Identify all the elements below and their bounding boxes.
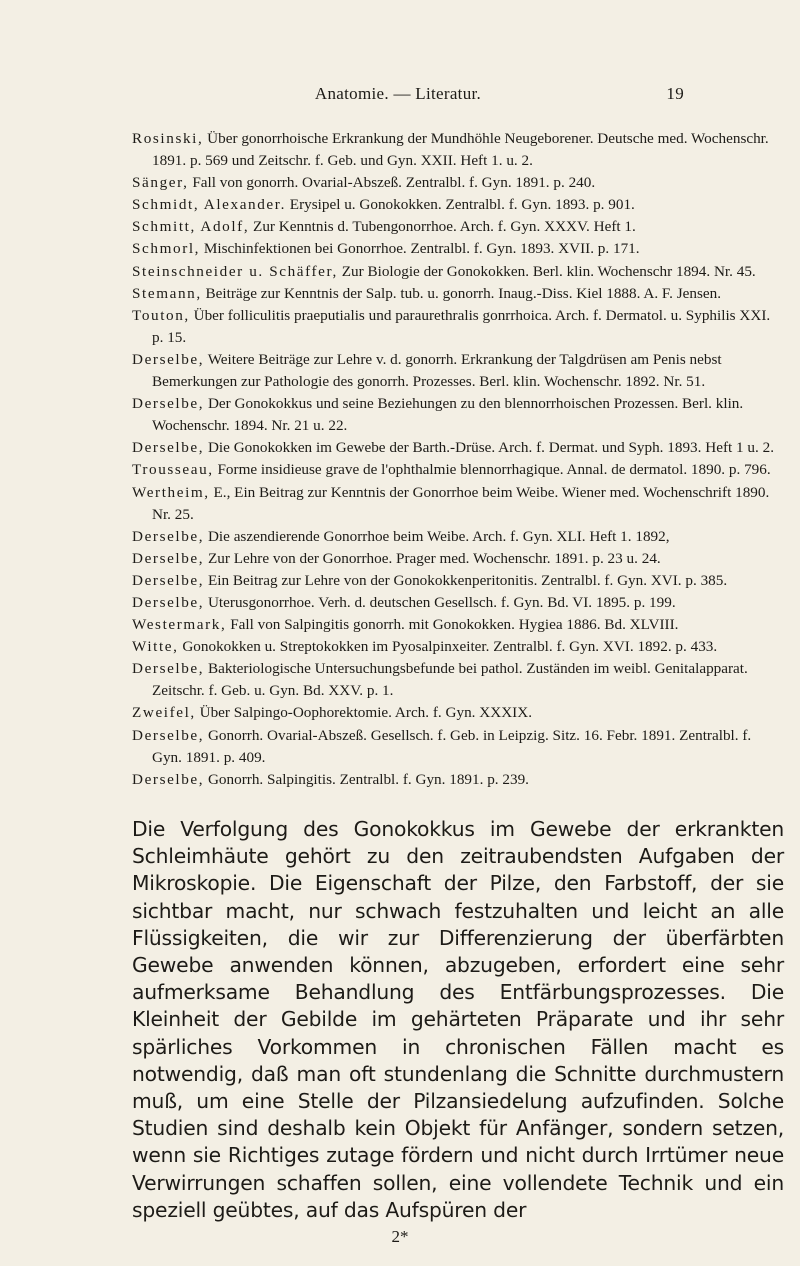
reference-entry (132, 769, 782, 791)
reference-author: Schmitt, Adolf, (132, 218, 250, 236)
reference-author: Stemann, (132, 284, 202, 302)
reference-author: Witte, (132, 638, 179, 656)
reference-text: Fall von gonorrh. Ovarial-Abszeß. Zentralbl. f. Gyn. 1891. p. 240. (188, 174, 596, 192)
signature-mark: 2* (391, 1227, 409, 1246)
reference-author: Derselbe, (132, 571, 205, 589)
reference-text: Die Gonokokken im Gewebe der Barth.-Drüse. Arch. f. Dermat. und Syph. 1893. Heft 1 u. 2. (204, 439, 774, 457)
reference-entry (132, 658, 782, 702)
reference-entry (132, 592, 782, 614)
reference-text: Uterusgonorrhoe. Verh. d. deutschen Gesellsch. f. Gyn. Bd. VI. 1895. p. 199. (204, 593, 676, 611)
reference-entry (132, 725, 782, 769)
reference-entry (132, 349, 782, 393)
reference-text: Über folliculitis praeputialis und paraurethralis gonrrhoica. Arch. f. Dermatol. u. Syphilis XXI. p. 15. (152, 306, 771, 346)
reference-text: Zur Kenntnis d. Tubengonorrhoe. Arch. f. Gyn. XXXV. Heft 1. (249, 218, 636, 236)
body-text (132, 816, 784, 1224)
reference-list (132, 128, 782, 791)
reference-text: Gonorrh. Salpingitis. Zentralbl. f. Gyn. 1891. p. 239. (204, 770, 529, 788)
reference-entry (132, 459, 782, 481)
reference-author: Derselbe, (132, 593, 205, 611)
body-paragraph: Die Verfolgung des Gonokokkus im Gewebe der erkrankten Schleimhäute gehört zu den zeitraubendsten Aufgaben der Mikroskopie. Die Eigenschaft der Pilze, den Farbstoff, der sie sichtbar macht, nur schwach festzuhalten und leicht an alle Flüssigkeiten, die wir zur Differenzierung der überfärbten Gewebe anwenden können, abzugeben, erfordert eine sehr aufmerksame Behandlung des Entfärbungsprozesses. Die Kleinheit der Gebilde im gehärteten Präparate und ihr sehr spärliches Vorkommen in chronischen Fällen macht es notwendig, daß man oft stundenlang die Schnitte durchmustern muß, um eine Stelle der Pilzansiedelung aufzufinden. Solche Studien sind deshalb kein Objekt für Anfänger, sondern setzen, wenn sie Richtiges zutage fördern und nicht durch Irrtümer neue Verwirrungen schaffen sollen, eine vollendete Technik und ein speziell geübtes, auf das Aufspüren der (132, 817, 784, 1222)
reference-author: Touton, (132, 306, 190, 324)
reference-entry (132, 128, 782, 172)
reference-text: Bakteriologische Untersuchungsbefunde bei pathol. Zuständen im weibl. Genitalapparat. Zeitschr. f. Geb. u. Gyn. Bd. XXV. p. 1. (152, 660, 748, 700)
reference-entry (132, 437, 782, 459)
reference-text: E., Ein Beitrag zur Kenntnis der Gonorrhoe beim Weibe. Wiener med. Wochenschrift 1890. Nr. 25. (152, 483, 770, 523)
reference-text: Zur Lehre von der Gonorrhoe. Prager med. Wochenschr. 1891. p. 23 u. 24. (204, 549, 661, 567)
reference-text: Forme insidieuse grave de l'ophthalmie blennorrhagique. Annal. de dermatol. 1890. p. 796. (213, 461, 771, 479)
reference-author: Derselbe, (132, 660, 205, 678)
reference-text: Zur Biologie der Gonokokken. Berl. klin. Wochenschr 1894. Nr. 45. (337, 262, 756, 280)
reference-author: Derselbe, (132, 549, 205, 567)
reference-entry (132, 172, 782, 194)
reference-entry (132, 238, 782, 260)
running-title: Anatomie. — Literatur. (314, 84, 482, 103)
reference-text: Ein Beitrag zur Lehre von der Gonokokkenperitonitis. Zentralbl. f. Gyn. XVI. p. 385. (204, 571, 728, 589)
reference-text: Die aszendierende Gonorrhoe beim Weibe. Arch. f. Gyn. XLI. Heft 1. 1892, (204, 527, 670, 545)
reference-text: Gonorrh. Ovarial-Abszeß. Gesellsch. f. Geb. in Leipzig. Sitz. 16. Febr. 1891. Zentralbl. f. Gyn. 1891. p. 409. (152, 726, 752, 766)
reference-text: Weitere Beiträge zur Lehre v. d. gonorrh. Erkrankung der Talgdrüsen am Penis nebst Bemerkungen zur Pathologie des gonorrh. Prozesses. Berl. klin. Wochenschr. 1892. Nr. 51. (152, 350, 722, 391)
reference-entry (132, 261, 782, 283)
reference-author: Trousseau, (132, 461, 214, 479)
reference-author: Wertheim, (132, 483, 210, 501)
reference-author: Schmorl, (132, 240, 201, 258)
reference-entry (132, 305, 782, 349)
reference-entry (132, 702, 782, 724)
reference-author: Steinschneider u. Schäffer, (132, 262, 338, 280)
reference-text: Über gonorrhoische Erkrankung der Mundhöhle Neugeborener. Deutsche med. Wochenschr. 1891. p. 569 und Zeitschr. f. Geb. und Gyn. XXII. Heft 1. u. 2. (152, 130, 769, 170)
reference-author: Derselbe, (132, 770, 205, 788)
reference-author: Derselbe, (132, 395, 205, 413)
reference-entry (132, 194, 782, 216)
reference-entry (132, 614, 782, 636)
reference-author: Derselbe, (132, 527, 205, 545)
reference-text: Erysipel u. Gonokokken. Zentralbl. f. Gyn. 1893. p. 901. (286, 196, 635, 214)
reference-entry (132, 636, 782, 658)
reference-author: Zweifel, (132, 704, 196, 722)
reference-entry (132, 482, 782, 526)
reference-text: Gonokokken u. Streptokokken im Pyosalpinxeiter. Zentralbl. f. Gyn. XVI. 1892. p. 433. (178, 638, 718, 656)
reference-text: Beiträge zur Kenntnis der Salp. tub. u. gonorrh. Inaug.-Diss. Kiel 1888. A. F. Jensen. (201, 284, 722, 302)
reference-text: Der Gonokokkus und seine Beziehungen zu den blennorrhoischen Prozessen. Berl. klin. Wochenschr. 1894. Nr. 21 u. 22. (152, 395, 744, 435)
running-header (118, 84, 684, 104)
reference-entry (132, 548, 782, 570)
reference-entry (132, 526, 782, 548)
reference-author: Schmidt, Alexander. (132, 196, 286, 214)
reference-text: Mischinfektionen bei Gonorrhoe. Zentralbl. f. Gyn. 1893. XVII. p. 171. (200, 240, 640, 258)
reference-text: Fall von Salpingitis gonorrh. mit Gonokokken. Hygiea 1886. Bd. XLVIII. (226, 616, 679, 634)
reference-author: Derselbe, (132, 726, 205, 744)
reference-text: Über Salpingo-Oophorektomie. Arch. f. Gyn. XXXIX. (195, 704, 532, 722)
page-number: 19 (666, 84, 684, 103)
reference-entry (132, 283, 782, 305)
reference-author: Derselbe, (132, 350, 205, 368)
reference-author: Westermark, (132, 616, 227, 634)
reference-entry (132, 570, 782, 592)
reference-author: Derselbe, (132, 439, 205, 457)
reference-author: Sänger, (132, 174, 189, 192)
reference-author: Rosinski, (132, 130, 204, 147)
reference-entry (132, 216, 782, 238)
reference-entry (132, 393, 782, 437)
